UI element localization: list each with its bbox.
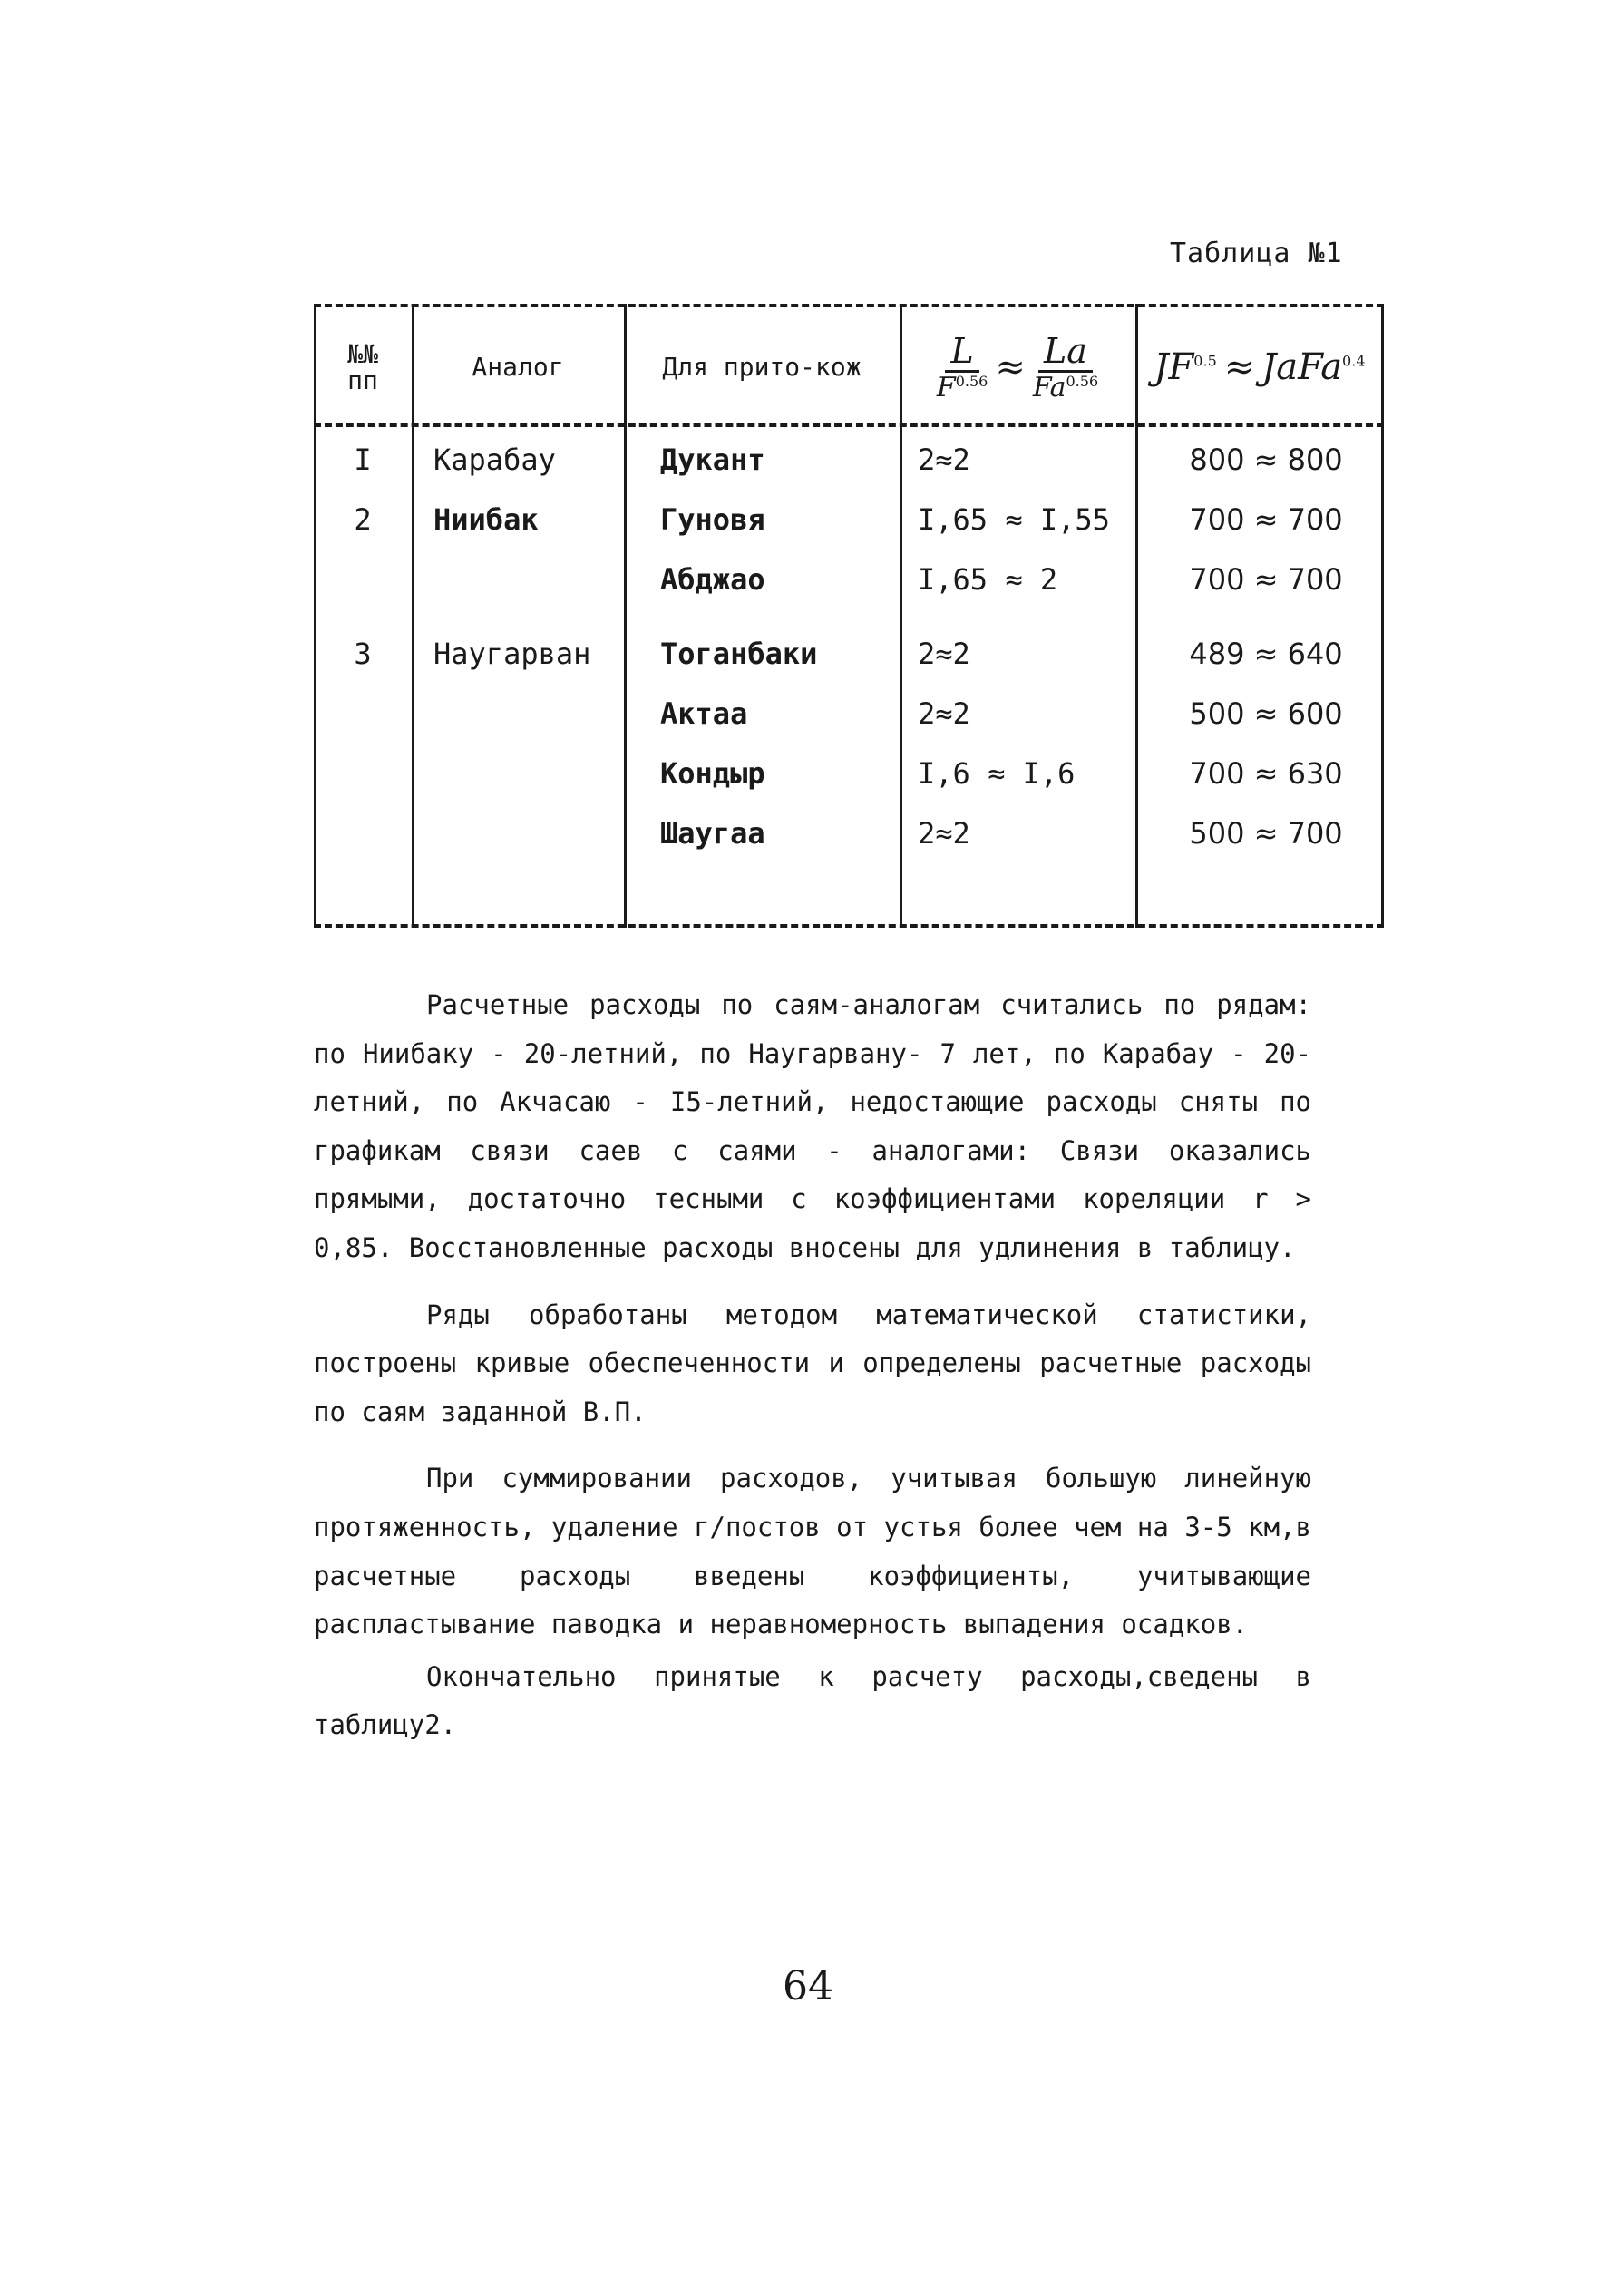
table-row: [314, 431, 1384, 489]
cell-ratio-runoff: 800 ≈ 800: [1189, 443, 1343, 477]
table-row: [314, 685, 1384, 743]
formula-left-exponent: 0.56: [955, 372, 988, 390]
header-analog: Аналог: [472, 352, 564, 383]
cell-analog: Карабау: [433, 443, 556, 477]
cell-number: [314, 550, 412, 608]
header-separator: [314, 423, 1384, 427]
cell-ratio-runoff: 700 ≈ 700: [1189, 502, 1343, 537]
cell-tributary: Кондыр: [660, 756, 765, 791]
cell-ratio-runoff: 700 ≈ 630: [1189, 756, 1343, 791]
cell-ratio-length: 2≈2: [918, 637, 970, 671]
formula-right-exponent: 0.56: [1066, 372, 1099, 390]
cell-number: [314, 685, 412, 743]
cell-ratio-runoff: 700 ≈ 700: [1189, 562, 1343, 597]
cell-ratio-length: 2≈2: [918, 443, 970, 477]
cell-number: I: [354, 443, 372, 477]
body-text: [314, 981, 1311, 1768]
formula2-relation: ≈: [1223, 346, 1255, 388]
header-formula-runoff: [1135, 316, 1384, 418]
cell-ratio-runoff: 489 ≈ 640: [1189, 637, 1343, 671]
cell-tributary: Шаугаа: [660, 816, 765, 851]
paragraph-conclusion: Окончательно принятые к расчету расходы,сведены в таблицу2.: [314, 1660, 1311, 1741]
header-number-line1: №№: [347, 338, 378, 369]
cell-tributary: Гуновя: [660, 502, 765, 537]
table-row: [314, 625, 1384, 683]
paragraph-calculation-method: Расчетные расходы по саям-аналогам считались по рядам: по Ниибаку - 20-летний, по Наугарвану- 7 лет, по Карабау - 20-летний, по Акчасаю - I5-летний, недостающие расходы сняты по графикам связи саев с саями - аналогами: Связи оказались прямыми, достаточно тесными с коэффициентами кореляции r > 0,85. Восстановленные расходы вносены для удлинения в таблицу.: [314, 989, 1311, 1263]
cell-tributary: Дукант: [660, 443, 765, 477]
cell-ratio-length: I,65 ≈ 2: [918, 562, 1058, 597]
cell-ratio-length: I,65 ≈ I,55: [918, 502, 1110, 537]
cell-ratio-length: 2≈2: [918, 696, 970, 731]
header-number: [314, 316, 412, 418]
cell-number: 3: [354, 637, 372, 671]
cell-tributary: Актаа: [660, 696, 748, 731]
formula2-left-exponent: 0.5: [1193, 352, 1217, 370]
cell-tributary: Абджао: [660, 562, 765, 597]
paragraph-statistics: Ряды обработаны методом математической статистики, построены кривые обеспеченности и определены расчетные расходы по саям заданной В.П.: [314, 1299, 1311, 1427]
cell-ratio-runoff: 500 ≈ 600: [1189, 696, 1343, 731]
cell-analog: Ниибак: [433, 502, 539, 537]
formula-right-numerator: La: [1038, 334, 1093, 373]
table-row: [314, 491, 1384, 549]
cell-ratio-runoff: 500 ≈ 700: [1189, 816, 1343, 851]
formula-left-fraction: [936, 330, 988, 404]
cell-analog: Наугарван: [433, 637, 591, 671]
formula-right-fraction: [1032, 330, 1099, 404]
cell-ratio-length: 2≈2: [918, 816, 970, 851]
cell-number: [314, 804, 412, 862]
formula2-right: JaFa: [1261, 346, 1343, 388]
table-caption: Таблица №1: [1170, 238, 1343, 269]
header-tributary: Для прито-кож: [662, 352, 862, 383]
cell-ratio-length: I,6 ≈ I,6: [918, 756, 1076, 791]
formula2-right-exponent: 0.4: [1342, 352, 1366, 370]
table-row: [314, 804, 1384, 862]
table-row: [314, 744, 1384, 803]
table-row: [314, 550, 1384, 608]
cell-tributary: Тоганбаки: [660, 637, 818, 671]
formula2-left: JF: [1154, 346, 1194, 388]
header-number-line2: пп: [347, 365, 378, 395]
formula-relation: ≈: [995, 346, 1026, 388]
formula-left-denominator: F: [936, 371, 956, 404]
data-table: [314, 304, 1384, 928]
formula-left-numerator: L: [945, 334, 978, 373]
cell-number: 2: [354, 502, 372, 537]
header-formula-length: [900, 316, 1135, 418]
page-number: 64: [783, 1963, 833, 2009]
paragraph-coefficients: При суммировании расходов, учитывая большую линейную протяженность, удаление г/постов от устья более чем на 3-5 км,в расчетные расходы введены коэффициенты, учитывающие распластывание паводка и неравномерность выпадения осадков.: [314, 1463, 1311, 1640]
formula-right-denominator: Fa: [1032, 371, 1066, 404]
cell-number: [314, 744, 412, 803]
